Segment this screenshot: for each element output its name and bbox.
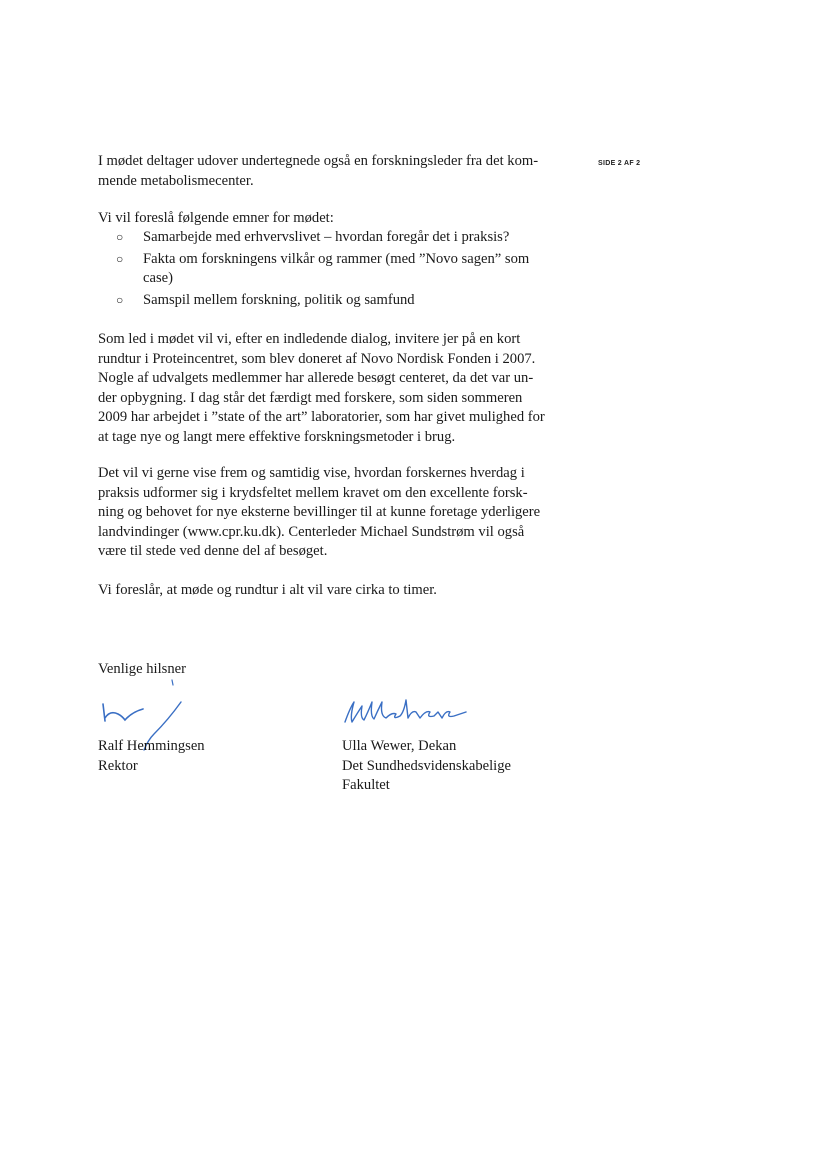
topics-intro: Vi vil foreslå følgende emner for mødet: bbox=[98, 210, 334, 226]
text-line: praksis udformer sig i krydsfeltet mellem kravet om den excellente forsk- bbox=[98, 484, 528, 501]
text-line: case) bbox=[143, 270, 173, 286]
text-line: Samarbejde med erhvervslivet – hvordan foregår det i praksis? bbox=[143, 229, 510, 245]
signatory-name: Ulla Wewer, Dekan bbox=[342, 738, 457, 754]
text-line: Som led i mødet vil vi, efter en indledende dialog, invitere jer på en kort bbox=[98, 331, 521, 347]
bullet-icon: ○ bbox=[116, 251, 124, 266]
text-line: mende metabolismecenter. bbox=[98, 172, 254, 189]
list-item bbox=[116, 228, 576, 248]
text-line: landvindinger (www.cpr.ku.dk). Centerleder Michael Sundstrøm vil også bbox=[98, 523, 525, 540]
signatory-name: Ralf Hemmingsen bbox=[98, 738, 205, 754]
bullet-icon: ○ bbox=[116, 230, 124, 244]
text-line: Samspil mellem forskning, politik og samfund bbox=[143, 291, 415, 308]
paragraph-duration: Vi foreslår, at møde og rundtur i alt vil vare cirka to timer. bbox=[98, 582, 437, 598]
text-line: Det vil vi gerne vise frem og samtidig vise, hvordan forskernes hverdag i bbox=[98, 465, 525, 481]
text-line: der opbygning. I dag står det færdigt med forskere, som siden sommeren bbox=[98, 389, 523, 406]
topics-list bbox=[116, 228, 576, 312]
bullet-icon: ○ bbox=[116, 292, 124, 307]
text-line: rundtur i Proteincentret, som blev doneret af Novo Nordisk Fonden i 2007. bbox=[98, 350, 536, 367]
page-number: SIDE 2 AF 2 bbox=[598, 160, 641, 167]
signatory-dekan bbox=[342, 737, 511, 796]
text-line: være til stede ved denne del af besøget. bbox=[98, 543, 328, 559]
text-line: ning og behovet for nye eksterne bevillinger til at kunne foretage yderligere bbox=[98, 504, 541, 520]
signatory-title: Fakultet bbox=[342, 777, 390, 793]
text-line: Nogle af udvalgets medlemmer har allerede besøgt centeret, da det var un- bbox=[98, 370, 534, 386]
text-line: Fakta om forskningens vilkår og rammer (med ”Novo sagen” som bbox=[143, 250, 530, 267]
paragraph-research bbox=[98, 464, 568, 562]
signatory-rektor bbox=[98, 737, 205, 776]
greeting: Venlige hilsner bbox=[98, 661, 186, 677]
text-line: 2009 har arbejdet i ”state of the art” laboratorier, som har givet mulighed for bbox=[98, 409, 545, 425]
paragraph-tour bbox=[98, 330, 568, 447]
text-line: at tage nye og langt mere effektive forskningsmetoder i brug. bbox=[98, 428, 456, 445]
signatory-title: Rektor bbox=[98, 757, 138, 774]
list-item bbox=[116, 291, 576, 311]
text-line: I mødet deltager udover undertegnede også en forskningsleder fra det kom- bbox=[98, 153, 539, 169]
signatory-title: Det Sundhedsvidenskabelige bbox=[342, 757, 512, 774]
signature-dekan-icon bbox=[342, 692, 472, 732]
list-item bbox=[116, 250, 576, 289]
paragraph-attendees bbox=[98, 152, 568, 191]
